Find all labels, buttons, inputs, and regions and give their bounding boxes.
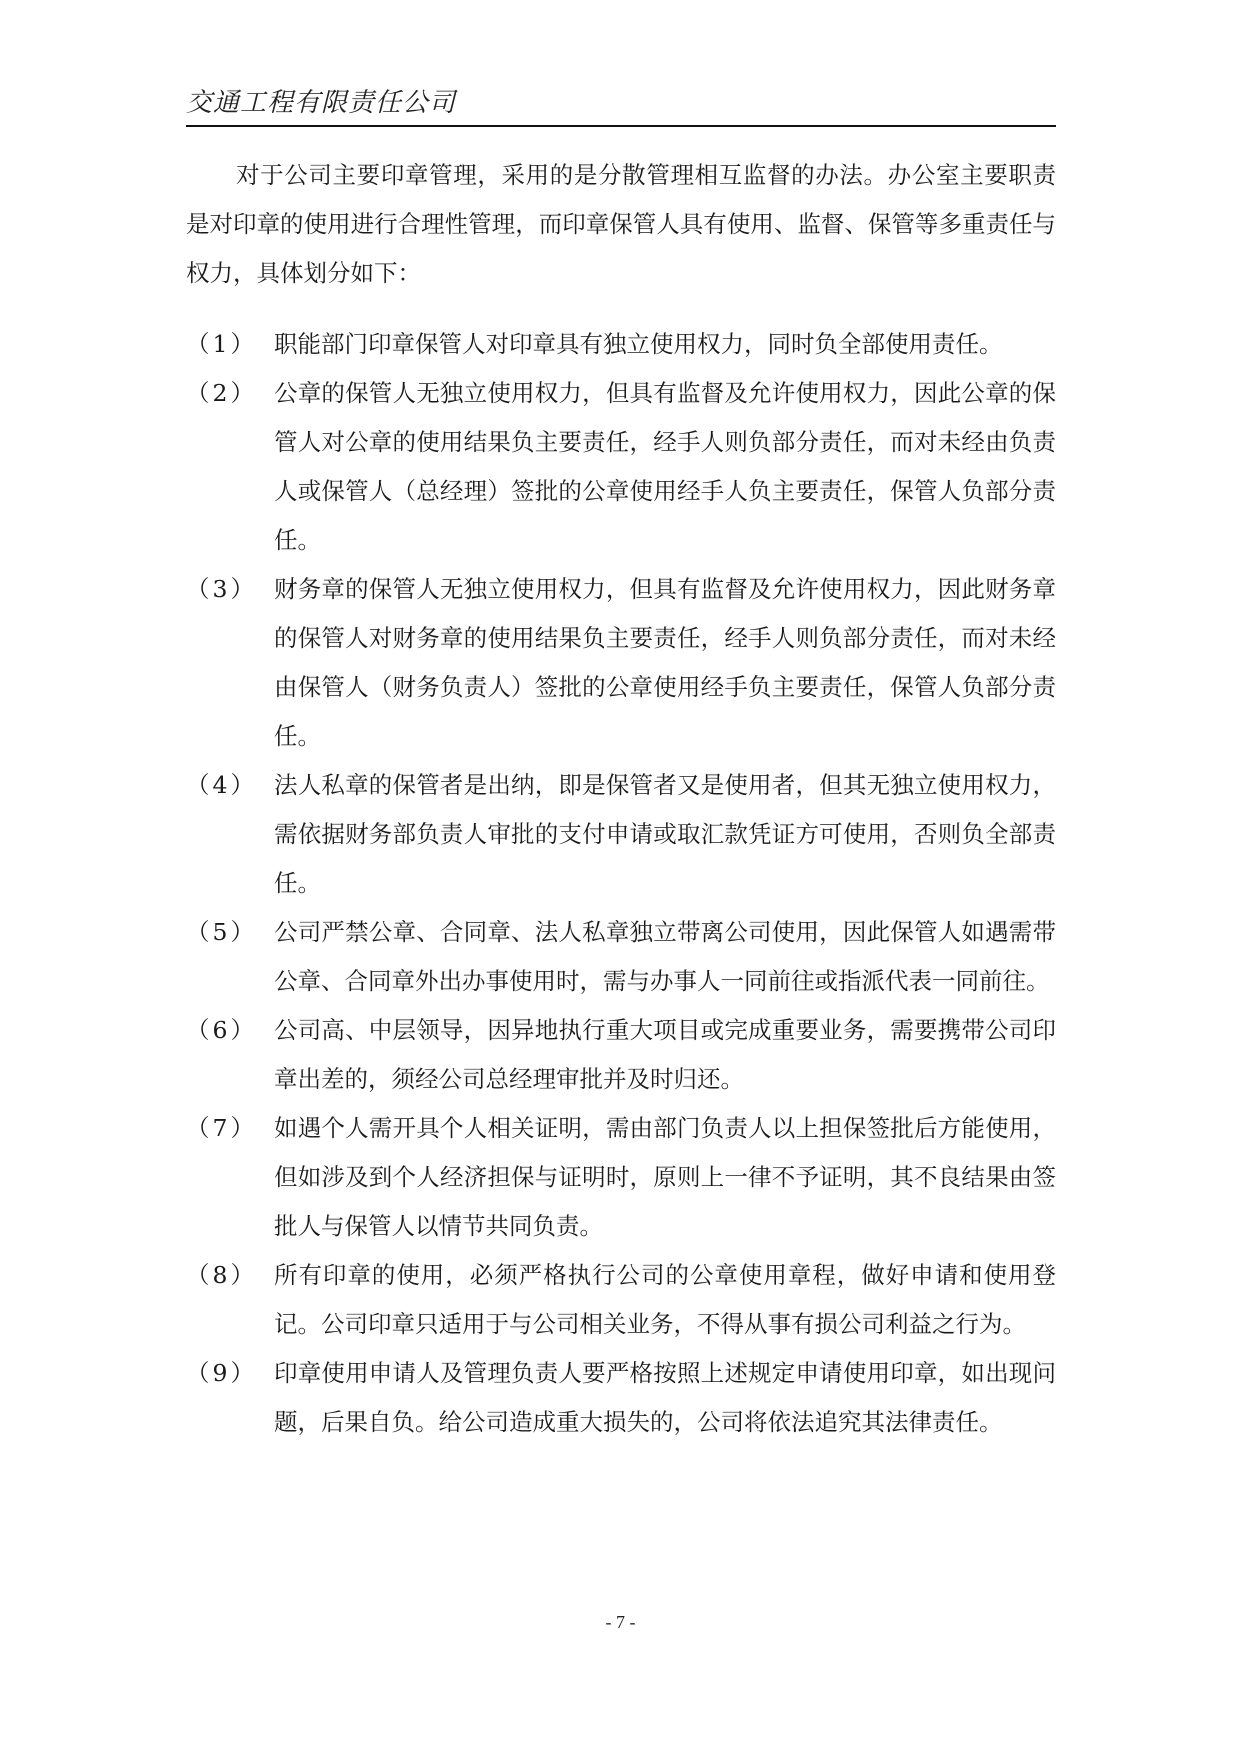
document-body — [186, 151, 1056, 1447]
page-footer — [0, 1612, 1241, 1633]
clause-number: （7） — [186, 1114, 257, 1142]
clause-number: （2） — [186, 379, 257, 407]
clause-text: 所有印章的使用，必须严格执行公司的公章使用章程，做好申请和使用登记。公司印章只适用于与公司相关业务，不得从事有损公司利益之行为。 — [274, 1261, 1056, 1338]
clause-text: 公司严禁公章、合同章、法人私章独立带离公司使用，因此保管人如遇需带公章、合同章外出办事使用时，需与办事人一同前往或指派代表一同前往。 — [274, 918, 1056, 995]
clause-number: （4） — [186, 771, 257, 799]
clause-item-5 — [186, 908, 1056, 1006]
clause-item-2 — [186, 369, 1056, 565]
clause-item-1 — [186, 320, 1056, 369]
header-divider — [186, 125, 1056, 127]
clause-text: 职能部门印章保管人对印章具有独立使用权力，同时负全部使用责任。 — [274, 330, 1003, 358]
clause-text: 如遇个人需开具个人相关证明，需由部门负责人以上担保签批后方能使用，但如涉及到个人经济担保与证明时，原则上一律不予证明，其不良结果由签批人与保管人以情节共同负责。 — [274, 1114, 1056, 1240]
clause-number: （5） — [186, 918, 257, 946]
clause-text: 财务章的保管人无独立使用权力，但具有监督及允许使用权力，因此财务章的保管人对财务章的使用结果负主要责任，经手人则负部分责任，而对未经由保管人（财务负责人）签批的公章使用经手负主要责任，保管人负部分责任。 — [274, 575, 1056, 750]
page-number: - 7 - — [605, 1612, 636, 1632]
page-header — [186, 86, 1056, 120]
clause-text: 公章的保管人无独立使用权力，但具有监督及允许使用权力，因此公章的保管人对公章的使用结果负主要责任，经手人则负部分责任，而对未经由负责人或保管人（总经理）签批的公章使用经手人负主要责任，保管人负部分责任。 — [274, 379, 1056, 554]
company-name-header: 交通工程有限责任公司 — [186, 88, 457, 118]
clause-number: （9） — [186, 1359, 257, 1387]
clause-number: （6） — [186, 1016, 257, 1044]
clause-item-4 — [186, 761, 1056, 908]
clause-list — [186, 320, 1056, 1447]
intro-paragraph: 对于公司主要印章管理，采用的是分散管理相互监督的办法。办公室主要职责是对印章的使用进行合理性管理，而印章保管人具有使用、监督、保管等多重责任与权力，具体划分如下： — [186, 161, 1056, 287]
clause-text: 法人私章的保管者是出纳，即是保管者又是使用者，但其无独立使用权力，需依据财务部负责人审批的支付申请或取汇款凭证方可使用，否则负全部责任。 — [274, 771, 1056, 897]
clause-item-3 — [186, 565, 1056, 761]
clause-number: （1） — [186, 330, 257, 358]
clause-item-6 — [186, 1006, 1056, 1104]
clause-item-9 — [186, 1349, 1056, 1447]
clause-text: 印章使用申请人及管理负责人要严格按照上述规定申请使用印章，如出现问题，后果自负。给公司造成重大损失的，公司将依法追究其法律责任。 — [274, 1359, 1056, 1436]
clause-number: （3） — [186, 575, 257, 603]
clause-number: （8） — [186, 1261, 257, 1289]
clause-item-8 — [186, 1251, 1056, 1349]
clause-item-7 — [186, 1104, 1056, 1251]
clause-text: 公司高、中层领导，因异地执行重大项目或完成重要业务，需要携带公司印章出差的，须经公司总经理审批并及时归还。 — [274, 1016, 1056, 1093]
